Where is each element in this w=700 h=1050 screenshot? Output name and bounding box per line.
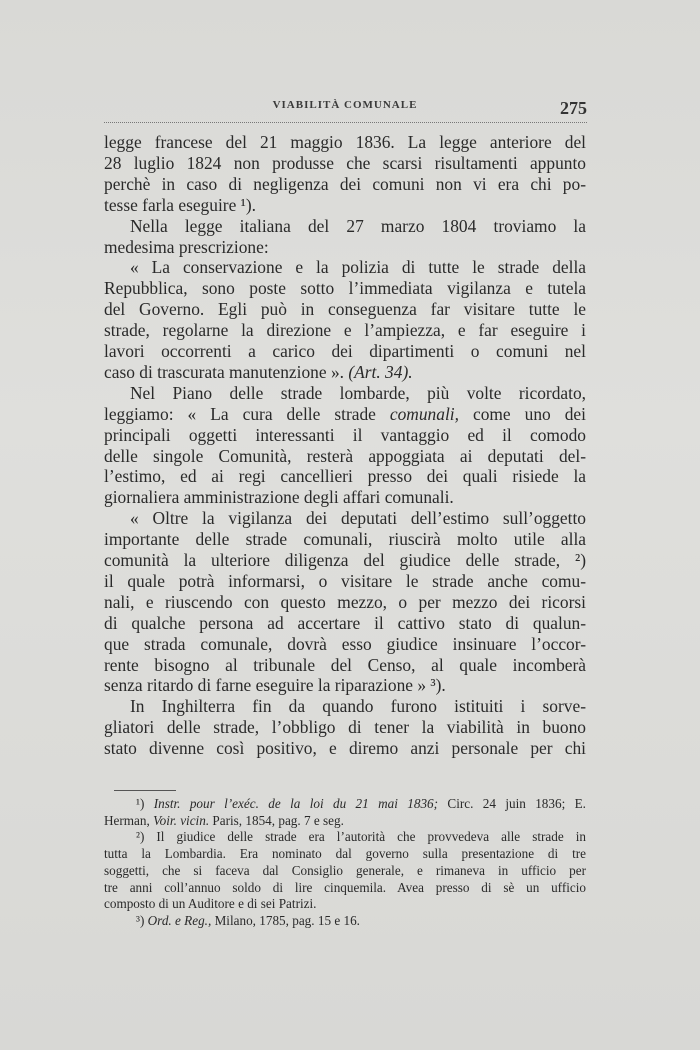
text-segment: medesima prescrizione:	[104, 236, 269, 257]
text-segment: composto di un Auditore e di sei Patrizi.	[104, 896, 317, 912]
text-segment: Nel Piano delle strade lombarde, più volte ricordato,	[130, 382, 586, 403]
body-line	[104, 320, 586, 341]
footnote-line	[104, 913, 586, 929]
text-segment: ²) Il giudice delle strade era l’autorità che provvedeva alle strade in	[136, 829, 586, 845]
body-line	[104, 257, 586, 278]
text-segment: « Oltre la vigilanza dei deputati dell’estimo sull’oggetto	[130, 508, 586, 529]
text-segment: ³)	[136, 912, 148, 928]
text-segment: come uno dei	[458, 403, 586, 424]
body-line	[104, 383, 586, 404]
footnote-line	[104, 829, 586, 845]
text-segment: di qualche persona ad accertare il cattivo stato di qualun-	[104, 612, 586, 633]
body-line	[104, 299, 586, 320]
text-segment: leggiamo: « La cura delle strade	[104, 403, 390, 424]
text-segment: In Inghilterra fin da quando furono istituiti i sorve-	[130, 696, 586, 717]
body-line	[104, 446, 586, 467]
body-line	[104, 738, 586, 759]
text-segment: nali, e riuscendo con questo mezzo, o per mezzo dei ricorsi	[104, 591, 586, 612]
running-title: VIABILITÀ COMUNALE	[272, 99, 418, 111]
italic-text: Voir. vicin.	[153, 812, 210, 828]
text-segment: senza ritardo di farne eseguire la riparazione » ³).	[104, 675, 446, 696]
text-segment: il quale potrà informarsi, o visitare le strade anche comu-	[104, 570, 586, 591]
text-segment: lavori occorrenti a carico dei dipartimenti o comuni nel	[104, 341, 586, 361]
italic-text: (Art. 34).	[348, 361, 413, 382]
body-line	[104, 174, 586, 195]
text-segment: giornaliera amministrazione degli affari comunali.	[104, 487, 454, 508]
body-line	[104, 550, 586, 571]
body-line	[104, 153, 586, 174]
footnote-line	[104, 813, 586, 829]
footnote-line	[104, 846, 586, 862]
text-segment: rente bisogno al tribunale del Censo, al quale incomberà	[104, 654, 586, 675]
text-segment: perchè in caso di negligenza dei comuni non vi era chi po-	[104, 173, 586, 194]
text-segment: legge francese del 21 maggio 1836. La legge anteriore del	[104, 132, 586, 152]
text-segment: importante delle strade comunali, riuscirà molto utile alla	[104, 529, 586, 550]
body-line	[104, 362, 586, 383]
body-line	[104, 404, 586, 425]
body-line	[104, 132, 586, 153]
text-segment: gliatori delle strade, l’obbligo di tener la viabilità in buono	[104, 717, 586, 738]
body-line	[104, 341, 586, 362]
text-segment: Paris, 1854, pag. 7 e seg.	[209, 812, 344, 828]
text-segment: Milano, 1785, pag. 15 e 16.	[211, 912, 360, 928]
body-line	[104, 195, 586, 216]
text-segment: « La conservazione e la polizia di tutte le strade della	[130, 257, 586, 278]
body-line	[104, 571, 586, 592]
footnote-separator	[114, 790, 176, 791]
text-segment: del Governo. Egli può in conseguenza far visitare tutte le	[104, 299, 586, 320]
text-segment: caso di trascurata manutenzione ».	[104, 361, 349, 382]
body-line	[104, 634, 586, 655]
body-line	[104, 278, 586, 299]
text-segment: tre anni coll’annuo soldo di lire cinquemila. Avea presso di sè un ufficio	[104, 879, 586, 895]
text-segment: delle singole Comunità, resterà appoggiata ai deputati del-	[104, 445, 586, 466]
header-rule	[104, 122, 587, 123]
italic-text: comunali,	[389, 403, 459, 424]
text-segment: soggetti, che si faceva dal Consiglio generale, e rimaneva in ufficio per	[104, 862, 586, 878]
body-line	[104, 613, 586, 634]
footnote-line	[104, 896, 586, 912]
text-segment: l’estimo, ed ai regi cancellieri presso dei quali risiede la	[104, 466, 586, 487]
italic-text: Instr. pour l’exéc. de la loi du 21 mai 1836;	[153, 796, 439, 811]
text-segment: ¹)	[136, 796, 154, 811]
body-line	[104, 696, 586, 717]
body-line	[104, 529, 586, 550]
body-line	[104, 466, 586, 487]
body-line	[104, 675, 586, 696]
body-line	[104, 487, 586, 508]
page-number: 275	[560, 98, 587, 118]
footnote-line	[104, 880, 586, 896]
body-line	[104, 655, 586, 676]
body-line	[104, 425, 586, 446]
text-segment: stato divenne così positivo, e diremo anzi personale per chi	[104, 738, 586, 759]
footnote-line	[104, 796, 586, 812]
text-segment: que strada comunale, dovrà esso giudice insinuare l’occor-	[104, 633, 586, 654]
text-segment: strade, regolarne la direzione e l’ampiezza, e far eseguire i	[104, 320, 586, 341]
text-segment: Repubblica, sono poste sotto l’immediata vigilanza e tutela	[104, 278, 586, 299]
text-segment: comunità la ulteriore diligenza del giudice delle strade, ²)	[104, 550, 586, 570]
text-segment: 28 luglio 1824 non produsse che scarsi risultamenti appunto	[104, 152, 586, 173]
body-line	[104, 717, 586, 738]
body-line	[104, 508, 586, 529]
text-segment: tutta la Lombardia. Era nominato dal governo sulla presentazione di tre	[104, 846, 586, 862]
text-segment: Nella legge italiana del 27 marzo 1804 troviamo la	[130, 215, 586, 236]
body-line	[104, 216, 586, 237]
text-segment: Herman,	[104, 812, 154, 828]
footnote-line	[104, 863, 586, 879]
body-line	[104, 592, 586, 613]
text-segment: Circ. 24 juin 1836; E.	[438, 796, 586, 811]
text-segment: principali oggetti interessanti il vantaggio ed il comodo	[104, 424, 586, 445]
italic-text: Ord. e Reg.,	[147, 912, 212, 928]
text-segment: tesse farla eseguire ¹).	[104, 194, 256, 215]
body-line	[104, 237, 586, 258]
